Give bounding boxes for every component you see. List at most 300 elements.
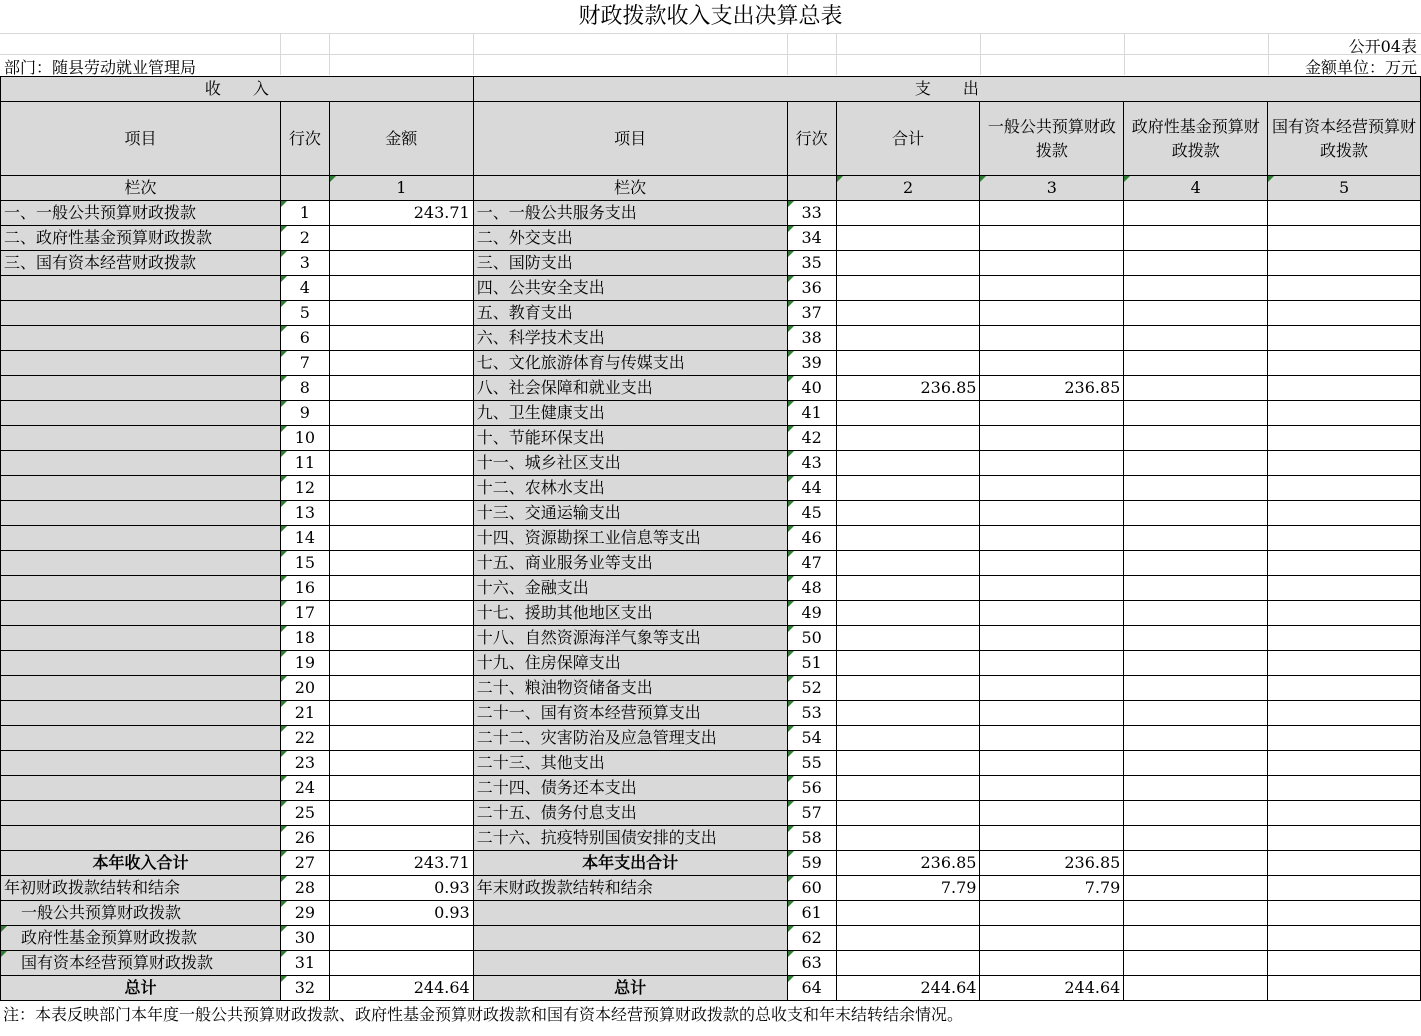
row-no: 16 — [280, 576, 329, 601]
col-state-capital: 国有资本经营预算财政拨款 — [1268, 102, 1421, 176]
income-amount — [329, 476, 473, 501]
empty-cell — [473, 951, 787, 976]
expense-fund-cell — [1124, 251, 1268, 276]
income-amount — [329, 801, 473, 826]
income-item — [1, 551, 281, 576]
col-index-label: 栏次 — [1, 176, 281, 201]
empty-cell — [1124, 926, 1268, 951]
row-no: 48 — [787, 576, 836, 601]
empty-cell — [980, 926, 1124, 951]
row-no: 51 — [787, 651, 836, 676]
expense-capital-cell — [1268, 726, 1421, 751]
grand-in-label: 总计 — [1, 976, 281, 1001]
expense-total-cell — [836, 751, 980, 776]
grand-out-label: 总计 — [473, 976, 787, 1001]
expense-capital-cell — [1268, 601, 1421, 626]
row-no: 22 — [280, 726, 329, 751]
row-no: 39 — [787, 351, 836, 376]
empty-cell — [329, 951, 473, 976]
expense-capital-cell — [1268, 826, 1421, 851]
expense-total-cell — [836, 351, 980, 376]
row-no: 32 — [280, 976, 329, 1001]
grand-in-amount: 244.64 — [329, 976, 473, 1001]
expense-total-label: 本年支出合计 — [473, 851, 787, 876]
carry-in-general-amount: 0.93 — [329, 901, 473, 926]
carry-in-capital-label: 国有资本经营预算财政拨款 — [1, 951, 281, 976]
table-row — [1, 476, 1421, 501]
expense-capital-cell — [1268, 376, 1421, 401]
expense-total: 236.85 — [836, 851, 980, 876]
expense-fund-cell — [1124, 201, 1268, 226]
income-amount — [329, 676, 473, 701]
table-row — [1, 501, 1421, 526]
expense-total-cell — [836, 776, 980, 801]
expense-fund-cell — [1124, 701, 1268, 726]
expense-capital-cell — [1268, 776, 1421, 801]
income-item — [1, 801, 281, 826]
row-no: 59 — [787, 851, 836, 876]
expense-item: 九、卫生健康支出 — [473, 401, 787, 426]
empty-cell — [1268, 926, 1421, 951]
expense-general-cell: 236.85 — [980, 376, 1124, 401]
income-amount — [329, 401, 473, 426]
row-no: 43 — [787, 451, 836, 476]
row-no: 11 — [280, 451, 329, 476]
expense-general-cell — [980, 251, 1124, 276]
income-amount — [329, 551, 473, 576]
expense-total-cell — [836, 401, 980, 426]
expense-total-cell — [836, 276, 980, 301]
empty-cell — [1124, 876, 1268, 901]
col-general-budget: 一般公共预算财政拨款 — [980, 102, 1124, 176]
expense-item: 一、一般公共服务支出 — [473, 201, 787, 226]
income-item — [1, 726, 281, 751]
row-no: 26 — [280, 826, 329, 851]
row-no: 42 — [787, 426, 836, 451]
row-no: 2 — [280, 226, 329, 251]
col-index-cell — [280, 176, 329, 201]
income-amount — [329, 776, 473, 801]
table-row — [1, 401, 1421, 426]
expense-item: 十一、城乡社区支出 — [473, 451, 787, 476]
table-row — [1, 676, 1421, 701]
expense-total-cell — [836, 676, 980, 701]
row-no: 4 — [280, 276, 329, 301]
expense-general-cell — [980, 651, 1124, 676]
expense-general-cell — [980, 626, 1124, 651]
income-item — [1, 501, 281, 526]
expense-general-cell — [980, 276, 1124, 301]
row-no: 15 — [280, 551, 329, 576]
table-row — [1, 376, 1421, 401]
col-gov-fund: 政府性基金预算财政拨款 — [1124, 102, 1268, 176]
expense-fund-cell — [1124, 426, 1268, 451]
expense-capital-cell — [1268, 676, 1421, 701]
expense-general-cell — [980, 451, 1124, 476]
income-amount: 243.71 — [329, 201, 473, 226]
expense-general-cell — [980, 401, 1124, 426]
expense-fund-cell — [1124, 676, 1268, 701]
table-row — [1, 226, 1421, 251]
expense-fund-cell — [1124, 601, 1268, 626]
table-row — [1, 601, 1421, 626]
table-row — [1, 426, 1421, 451]
expense-capital-cell — [1268, 326, 1421, 351]
income-header: 收 入 — [1, 77, 474, 102]
expense-fund-cell — [1124, 476, 1268, 501]
empty-cell — [836, 951, 980, 976]
income-amount — [329, 576, 473, 601]
income-amount — [329, 751, 473, 776]
row-no: 40 — [787, 376, 836, 401]
expense-general-cell — [980, 751, 1124, 776]
grand-out-general: 244.64 — [980, 976, 1124, 1001]
grand-out-total: 244.64 — [836, 976, 980, 1001]
col-row-no: 行次 — [787, 102, 836, 176]
expense-general-cell — [980, 826, 1124, 851]
row-no: 57 — [787, 801, 836, 826]
expense-item: 二、外交支出 — [473, 226, 787, 251]
expense-general-cell — [980, 351, 1124, 376]
expense-total-cell — [836, 651, 980, 676]
income-amount — [329, 376, 473, 401]
expense-item: 十九、住房保障支出 — [473, 651, 787, 676]
expense-capital-cell — [1268, 526, 1421, 551]
income-item — [1, 376, 281, 401]
expense-general-cell — [980, 701, 1124, 726]
row-no: 23 — [280, 751, 329, 776]
row-no: 28 — [280, 876, 329, 901]
row-no: 64 — [787, 976, 836, 1001]
expense-total-cell — [836, 501, 980, 526]
expense-fund-cell — [1124, 301, 1268, 326]
income-amount — [329, 426, 473, 451]
row-no: 10 — [280, 426, 329, 451]
expense-item: 五、教育支出 — [473, 301, 787, 326]
expense-general-cell — [980, 526, 1124, 551]
footnote: 注：本表反映部门本年度一般公共预算财政拨款、政府性基金预算财政拨款和国有资本经营预算财政拨款的总收支和年末结转结余情况。 — [3, 1005, 964, 1024]
expense-item: 八、社会保障和就业支出 — [473, 376, 787, 401]
expense-total-cell — [836, 426, 980, 451]
expense-item: 二十一、国有资本经营预算支出 — [473, 701, 787, 726]
table-row — [1, 326, 1421, 351]
income-item — [1, 701, 281, 726]
row-no: 62 — [787, 926, 836, 951]
row-no: 12 — [280, 476, 329, 501]
empty-cell — [836, 901, 980, 926]
row-no: 50 — [787, 626, 836, 651]
row-no: 34 — [787, 226, 836, 251]
row-no: 46 — [787, 526, 836, 551]
expense-item: 二十二、灾害防治及应急管理支出 — [473, 726, 787, 751]
col-amount: 金额 — [329, 102, 473, 176]
table-row — [1, 801, 1421, 826]
income-total-label: 本年收入合计 — [1, 851, 281, 876]
col-item: 项目 — [473, 102, 787, 176]
income-item — [1, 401, 281, 426]
fiscal-table — [0, 76, 1421, 1001]
expense-general-cell — [980, 501, 1124, 526]
expense-item: 十六、金融支出 — [473, 576, 787, 601]
table-row — [1, 651, 1421, 676]
expense-capital-cell — [1268, 576, 1421, 601]
empty-cell — [1268, 901, 1421, 926]
row-no: 41 — [787, 401, 836, 426]
row-no: 29 — [280, 901, 329, 926]
row-no: 20 — [280, 676, 329, 701]
row-no: 6 — [280, 326, 329, 351]
expense-general-cell — [980, 776, 1124, 801]
expense-capital-cell — [1268, 451, 1421, 476]
row-no: 47 — [787, 551, 836, 576]
expense-item: 二十四、债务还本支出 — [473, 776, 787, 801]
table-row — [1, 726, 1421, 751]
expense-general-cell — [980, 476, 1124, 501]
expense-fund-cell — [1124, 776, 1268, 801]
report-title: 财政拨款收入支出决算总表 — [578, 4, 843, 29]
expense-item: 二十、粮油物资储备支出 — [473, 676, 787, 701]
row-no: 56 — [787, 776, 836, 801]
row-no: 27 — [280, 851, 329, 876]
row-no: 24 — [280, 776, 329, 801]
carry-in-general-label: 一般公共预算财政拨款 — [1, 901, 281, 926]
expense-capital-cell — [1268, 201, 1421, 226]
row-no: 18 — [280, 626, 329, 651]
empty-cell — [980, 951, 1124, 976]
row-no: 25 — [280, 801, 329, 826]
row-no: 14 — [280, 526, 329, 551]
col-total: 合计 — [836, 102, 980, 176]
expense-item: 二十五、债务付息支出 — [473, 801, 787, 826]
empty-cell — [1268, 951, 1421, 976]
empty-cell — [473, 901, 787, 926]
income-item: 三、国有资本经营财政拨款 — [1, 251, 281, 276]
expense-fund-cell — [1124, 526, 1268, 551]
income-total-amount: 243.71 — [329, 851, 473, 876]
row-no: 5 — [280, 301, 329, 326]
table-row — [1, 626, 1421, 651]
col-index-cell: 2 — [836, 176, 980, 201]
expense-general-cell — [980, 601, 1124, 626]
income-item — [1, 751, 281, 776]
income-item: 一、一般公共预算财政拨款 — [1, 201, 281, 226]
expense-total-cell — [836, 726, 980, 751]
table-row — [1, 451, 1421, 476]
income-item — [1, 676, 281, 701]
row-no: 61 — [787, 901, 836, 926]
empty-cell — [1268, 851, 1421, 876]
row-no: 1 — [280, 201, 329, 226]
expense-capital-cell — [1268, 501, 1421, 526]
expense-total-cell — [836, 326, 980, 351]
income-item — [1, 276, 281, 301]
expense-general-cell — [980, 426, 1124, 451]
expense-general-cell — [980, 676, 1124, 701]
expense-capital-cell — [1268, 551, 1421, 576]
empty-cell — [329, 926, 473, 951]
income-item — [1, 651, 281, 676]
row-no: 45 — [787, 501, 836, 526]
income-amount — [329, 651, 473, 676]
income-item — [1, 351, 281, 376]
income-amount — [329, 451, 473, 476]
expense-item: 三、国防支出 — [473, 251, 787, 276]
income-amount — [329, 276, 473, 301]
income-item: 二、政府性基金预算财政拨款 — [1, 226, 281, 251]
income-amount — [329, 826, 473, 851]
row-no: 49 — [787, 601, 836, 626]
expense-capital-cell — [1268, 751, 1421, 776]
empty-cell — [1124, 851, 1268, 876]
expense-fund-cell — [1124, 451, 1268, 476]
table-row — [1, 251, 1421, 276]
expense-general-cell — [980, 326, 1124, 351]
expense-item: 十七、援助其他地区支出 — [473, 601, 787, 626]
empty-cell — [1124, 976, 1268, 1001]
row-no: 30 — [280, 926, 329, 951]
col-index-cell: 5 — [1268, 176, 1421, 201]
expense-fund-cell — [1124, 726, 1268, 751]
expense-total-cell — [836, 526, 980, 551]
col-index-cell — [787, 176, 836, 201]
carry-in-amount: 0.93 — [329, 876, 473, 901]
empty-cell — [1124, 901, 1268, 926]
expense-fund-cell — [1124, 276, 1268, 301]
row-no: 38 — [787, 326, 836, 351]
row-no: 37 — [787, 301, 836, 326]
expense-capital-cell — [1268, 301, 1421, 326]
expense-general-cell — [980, 801, 1124, 826]
row-no: 35 — [787, 251, 836, 276]
expense-fund-cell — [1124, 226, 1268, 251]
expense-item: 二十三、其他支出 — [473, 751, 787, 776]
income-item — [1, 326, 281, 351]
expense-total-cell — [836, 476, 980, 501]
table-row — [1, 201, 1421, 226]
table-row — [1, 551, 1421, 576]
expense-header: 支 出 — [473, 77, 1420, 102]
empty-cell — [1268, 976, 1421, 1001]
expense-fund-cell — [1124, 626, 1268, 651]
income-amount — [329, 726, 473, 751]
row-no: 8 — [280, 376, 329, 401]
row-no: 52 — [787, 676, 836, 701]
row-no: 33 — [787, 201, 836, 226]
expense-fund-cell — [1124, 501, 1268, 526]
expense-total-cell — [836, 576, 980, 601]
row-no: 55 — [787, 751, 836, 776]
expense-capital-cell — [1268, 626, 1421, 651]
row-no: 54 — [787, 726, 836, 751]
income-item — [1, 451, 281, 476]
expense-total-cell — [836, 626, 980, 651]
income-item — [1, 426, 281, 451]
expense-general-cell — [980, 576, 1124, 601]
expense-total-cell: 236.85 — [836, 376, 980, 401]
expense-fund-cell — [1124, 376, 1268, 401]
expense-item: 十、节能环保支出 — [473, 426, 787, 451]
income-amount — [329, 251, 473, 276]
empty-cell — [1268, 876, 1421, 901]
col-index-cell: 4 — [1124, 176, 1268, 201]
income-item — [1, 576, 281, 601]
carry-in-label: 年初财政拨款结转和结余 — [1, 876, 281, 901]
income-amount — [329, 351, 473, 376]
col-index-cell: 3 — [980, 176, 1124, 201]
income-item — [1, 601, 281, 626]
empty-cell — [836, 926, 980, 951]
expense-capital-cell — [1268, 476, 1421, 501]
row-no: 60 — [787, 876, 836, 901]
expense-fund-cell — [1124, 551, 1268, 576]
col-row-no: 行次 — [280, 102, 329, 176]
carry-in-fund-label: 政府性基金预算财政拨款 — [1, 926, 281, 951]
row-no: 3 — [280, 251, 329, 276]
income-amount — [329, 526, 473, 551]
income-amount — [329, 601, 473, 626]
expense-total-cell — [836, 451, 980, 476]
expense-general-cell — [980, 551, 1124, 576]
income-amount — [329, 501, 473, 526]
expense-fund-cell — [1124, 401, 1268, 426]
table-row — [1, 576, 1421, 601]
expense-item: 十八、自然资源海洋气象等支出 — [473, 626, 787, 651]
empty-cell — [980, 901, 1124, 926]
expense-total-cell — [836, 251, 980, 276]
expense-general-cell — [980, 226, 1124, 251]
row-no: 19 — [280, 651, 329, 676]
row-no: 7 — [280, 351, 329, 376]
table-row — [1, 276, 1421, 301]
expense-fund-cell — [1124, 826, 1268, 851]
row-no: 13 — [280, 501, 329, 526]
expense-capital-cell — [1268, 226, 1421, 251]
expense-total-cell — [836, 201, 980, 226]
expense-fund-cell — [1124, 801, 1268, 826]
expense-item: 四、公共安全支出 — [473, 276, 787, 301]
expense-total-cell — [836, 301, 980, 326]
table-row — [1, 751, 1421, 776]
table-row — [1, 301, 1421, 326]
income-item — [1, 301, 281, 326]
expense-total-cell — [836, 551, 980, 576]
expense-general-cell — [980, 301, 1124, 326]
row-no: 17 — [280, 601, 329, 626]
form-number: 公开04表 — [1348, 37, 1417, 56]
expense-capital-cell — [1268, 276, 1421, 301]
expense-item: 十四、资源勘探工业信息等支出 — [473, 526, 787, 551]
table-row — [1, 776, 1421, 801]
expense-total-cell — [836, 601, 980, 626]
expense-total-cell — [836, 826, 980, 851]
row-no: 9 — [280, 401, 329, 426]
row-no: 63 — [787, 951, 836, 976]
row-no: 58 — [787, 826, 836, 851]
expense-fund-cell — [1124, 651, 1268, 676]
income-amount — [329, 701, 473, 726]
expense-item: 十二、农林水支出 — [473, 476, 787, 501]
expense-total-cell — [836, 226, 980, 251]
expense-fund-cell — [1124, 351, 1268, 376]
row-no: 31 — [280, 951, 329, 976]
expense-total-general: 236.85 — [980, 851, 1124, 876]
expense-item: 二十六、抗疫特别国债安排的支出 — [473, 826, 787, 851]
department-label: 部门：随县劳动就业管理局 — [4, 58, 197, 77]
row-no: 36 — [787, 276, 836, 301]
table-row — [1, 701, 1421, 726]
expense-item: 七、文化旅游体育与传媒支出 — [473, 351, 787, 376]
expense-item: 十三、交通运输支出 — [473, 501, 787, 526]
